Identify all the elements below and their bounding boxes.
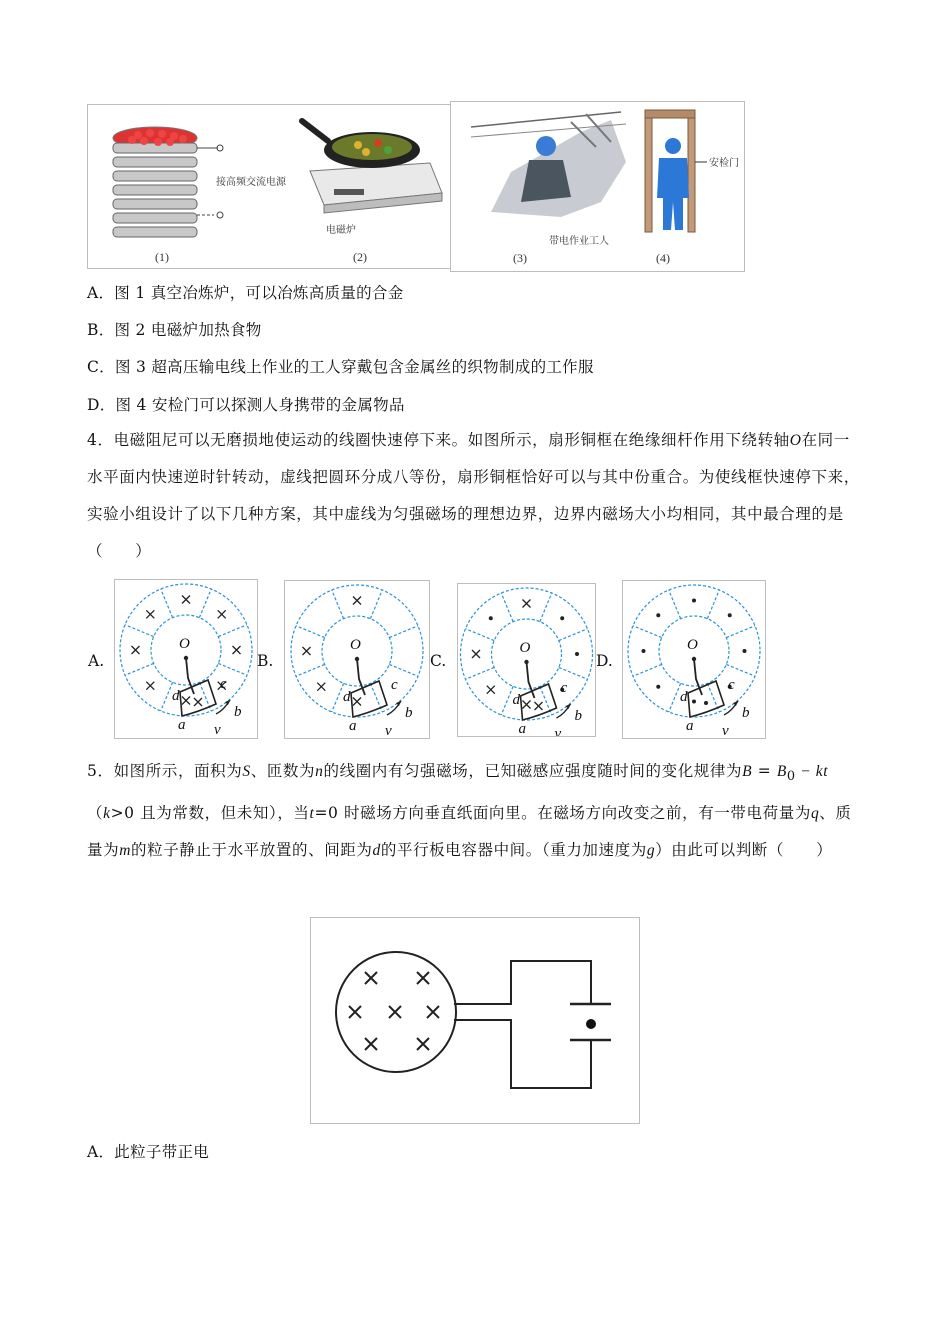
charged-particle <box>586 1019 596 1029</box>
diagram-label-a: a <box>349 718 357 734</box>
svg-text:(3): (3) <box>513 251 527 265</box>
field-into-page-mark <box>523 701 531 709</box>
svg-text:(1): (1) <box>155 250 169 264</box>
diagram-label-c: c <box>728 677 735 693</box>
furnace-and-cooker-illustration <box>88 105 450 268</box>
coil-capacitor-circuit <box>311 918 639 1123</box>
field-out-of-page-mark <box>489 616 493 620</box>
field-into-page-mark <box>194 698 202 706</box>
q4-diagram-c <box>457 583 596 737</box>
q5-circuit-figure <box>310 917 640 1124</box>
diagram-label-v: v <box>214 722 221 738</box>
field-into-page-mark <box>233 646 241 654</box>
q3-option-b: B．图 2 电磁炉加热食物 <box>87 321 262 339</box>
question-5-text: 5．如图所示，面积为S、匝数为n的线圈内有匀强磁场，已知磁感应强度随时间的变化规律为$B = B_0$ − kt （k>0 且为常数，但未知），当t=0 时磁场方向垂直纸面向里。在磁场方向改变之前，有一带电荷量为q、质量为m的粒子静止于水平放置的、间距为d的平行板电容器中间。（重力加速度为g）由此可以判断（ ） <box>87 762 852 860</box>
sector-divider <box>466 629 495 641</box>
svg-text:(2): (2) <box>353 250 367 264</box>
field-into-page-mark <box>317 683 325 691</box>
diagram-label-center: O <box>350 637 361 653</box>
svg-text:带电作业工人: 带电作业工人 <box>549 236 609 247</box>
sector-divider <box>218 625 247 637</box>
diagram-label-c: c <box>560 680 568 696</box>
field-out-of-page-mark <box>728 613 732 617</box>
sector-divider <box>332 590 344 619</box>
field-into-page-mark <box>472 650 480 658</box>
sector-divider <box>559 667 588 679</box>
induction-cooker-icon <box>302 121 442 213</box>
diagram-label-b: b <box>405 705 413 721</box>
velocity-arrowhead <box>396 701 401 706</box>
sector-divider <box>296 664 325 676</box>
sector-divider <box>559 629 588 641</box>
q3-option-c: C．图 3 超高压输电线上作业的工人穿戴包含金属丝的织物制成的工作服 <box>87 358 594 376</box>
sector-divider <box>669 590 681 619</box>
damping-diagram-d <box>623 581 765 738</box>
q4-option-b-label: B. <box>257 652 274 670</box>
field-into-page-mark <box>182 697 190 705</box>
velocity-arrowhead <box>566 704 571 709</box>
q3-option-d: D．图 4 安检门可以探测人身携带的金属物品 <box>87 396 405 414</box>
svg-text:接高频交流电源: 接高频交流电源 <box>216 177 286 188</box>
sector-divider <box>726 626 755 638</box>
sector-divider <box>161 682 173 711</box>
q4-diagram-d <box>622 580 766 739</box>
field-out-of-page-mark <box>560 616 564 620</box>
sector-divider <box>370 590 382 619</box>
q4-option-c-label: C. <box>430 652 447 670</box>
question-4-text: 4．电磁阻尼可以无磨损地使运动的线圈快速停下来。如图所示，扇形铜框在绝缘细杆作用下绕转轴O在同一水平面内快速逆时针转动，虚线把圆环分成八等份，扇形铜框恰好可以与其中份重合。为使线框快速停下来，实验小组设计了以下几种方案，其中虚线为匀强磁场的理想边界，边界内磁场大小均相同，其中最合理的是（ ） <box>87 431 860 560</box>
field-into-page-mark <box>523 600 531 608</box>
diagram-label-center: O <box>687 637 698 653</box>
field-into-page-mark <box>303 647 311 655</box>
diagram-label-a: a <box>178 717 186 733</box>
sector-divider <box>501 686 513 715</box>
field-out-of-page-mark <box>656 685 660 689</box>
worker-and-gate-illustration <box>451 102 744 271</box>
diagram-label-a: a <box>518 721 526 736</box>
diagram-label-v: v <box>722 723 729 738</box>
sector-divider <box>125 663 154 675</box>
vacuum-furnace-icon <box>113 127 223 237</box>
magnetic-field-into-page-symbols <box>349 972 439 1050</box>
diagram-label-b: b <box>742 705 750 721</box>
field-into-page-mark <box>132 646 140 654</box>
field-out-of-page-mark <box>656 613 660 617</box>
field-into-page-mark <box>353 698 361 706</box>
diagram-label-center: O <box>519 640 531 656</box>
damping-diagram-c <box>458 584 595 736</box>
diagram-label-b: b <box>574 708 582 724</box>
field-into-page-mark <box>535 702 543 710</box>
diagram-label-v: v <box>554 726 562 736</box>
q4-diagram-b <box>284 580 430 739</box>
field-into-page-mark <box>182 596 190 604</box>
diagram-label-d: d <box>512 692 520 708</box>
diagram-label-v: v <box>385 723 392 738</box>
diagram-label-a: a <box>686 718 694 734</box>
sector-divider <box>389 626 418 638</box>
q3-figure-right <box>450 101 745 272</box>
svg-text:安检门: 安检门 <box>709 158 739 169</box>
velocity-arrowhead <box>225 700 230 705</box>
field-out-of-page-mark <box>642 649 646 653</box>
diagram-label-d: d <box>172 688 180 704</box>
sector-divider <box>125 625 154 637</box>
diagram-label-c: c <box>391 677 398 693</box>
q5-option-a: A．此粒子带正电 <box>87 1143 210 1161</box>
diagram-label-d: d <box>680 689 688 705</box>
sector-divider <box>633 626 662 638</box>
q3-figure-left <box>87 104 451 269</box>
security-gate-icon <box>645 110 695 232</box>
field-into-page-mark <box>218 610 226 618</box>
velocity-arrowhead <box>733 701 738 706</box>
sector-divider <box>540 593 552 622</box>
sector-divider <box>726 664 755 676</box>
sector-divider <box>669 683 681 712</box>
diagram-label-c: c <box>220 676 227 692</box>
diagram-label-b: b <box>234 704 242 720</box>
field-out-of-page-mark <box>692 700 696 704</box>
diagram-label-center: O <box>179 636 190 652</box>
q4-diagram-a <box>114 579 258 739</box>
sector-divider <box>501 593 513 622</box>
svg-text:电磁炉: 电磁炉 <box>326 225 356 236</box>
sector-divider <box>466 667 495 679</box>
formula: $B = B_0$ − kt <box>742 762 829 785</box>
sector-divider <box>707 590 719 619</box>
power-line-worker-icon <box>471 112 626 217</box>
field-out-of-page-mark <box>692 599 696 603</box>
sector-divider <box>296 626 325 638</box>
svg-text:(4): (4) <box>656 251 670 265</box>
field-into-page-mark <box>487 686 495 694</box>
sector-divider <box>332 683 344 712</box>
sector-divider <box>633 664 662 676</box>
damping-diagram-a <box>115 580 257 738</box>
sector-divider <box>389 664 418 676</box>
sector-divider <box>199 589 211 618</box>
q3-option-a: A．图 1 真空冶炼炉，可以冶炼高质量的合金 <box>87 284 404 302</box>
field-into-page-mark <box>146 682 154 690</box>
field-into-page-mark <box>353 597 361 605</box>
q4-option-a-label: A. <box>88 652 105 670</box>
damping-diagram-b <box>285 581 429 738</box>
diagram-label-d: d <box>343 689 351 705</box>
field-out-of-page-mark <box>575 652 579 656</box>
sector-divider <box>161 589 173 618</box>
sector-divider <box>218 663 247 675</box>
field-into-page-mark <box>146 610 154 618</box>
field-out-of-page-mark <box>704 701 708 705</box>
field-out-of-page-mark <box>743 649 747 653</box>
q4-option-d-label: D. <box>596 652 613 670</box>
